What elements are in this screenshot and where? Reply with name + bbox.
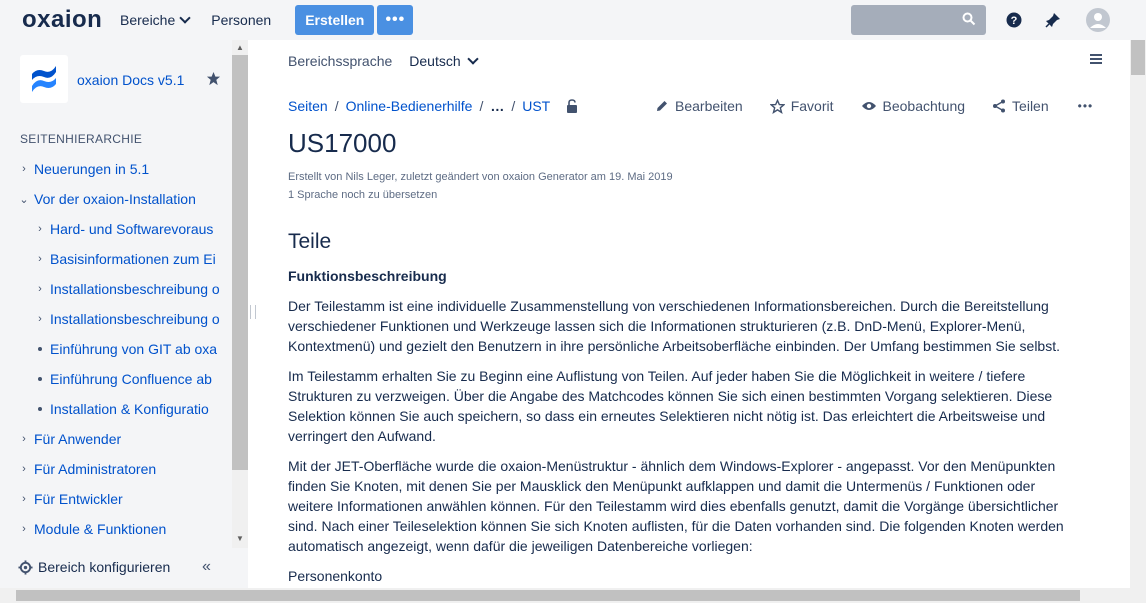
breadcrumb: Seiten / Online-Bedienerhilfe / … / UST xyxy=(288,98,578,114)
horizontal-scrollbar[interactable] xyxy=(0,588,1146,603)
page-tree-heading: SEITENHIERARCHIE xyxy=(20,132,143,146)
chevron-down-icon[interactable]: ⌄ xyxy=(19,193,29,206)
app-logo[interactable]: oxaion xyxy=(22,6,103,33)
favorite-button[interactable]: Favorit xyxy=(770,98,834,114)
paragraph: Mit der JET-Oberfläche wurde die oxaion-Menüstruktur - ähnlich dem Windows-Explorer - angepasst. Vor den Menüpunkten finden Sie Knoten, mit denen Sie per Mausklick den Menüpunkt aufklappen und damit die Untermenüs / Funktionen oder weitere Informationen anwählen können. Für den Teilestamm wird dies ebenfalls genutzt, damit die Vorgänge übersichtlicher sind. Nach einer Teileselektion können Sie sich Knoten auflisten, für die Daten vorhanden sind. Die folgenden Knoten werden automatisch angezeigt, wenn dafür die jeweiligen Datenbereiche vorliegen: xyxy=(288,458,1064,554)
edit-button[interactable]: Bearbeiten xyxy=(655,98,743,114)
language-value[interactable]: Deutsch xyxy=(409,53,461,69)
sidebar-scrollbar-thumb[interactable] xyxy=(232,55,248,470)
chevron-right-icon[interactable]: › xyxy=(22,493,26,505)
page-actions xyxy=(655,98,1120,114)
horizontal-scrollbar-thumb[interactable] xyxy=(16,590,1080,601)
tree-item[interactable]: › Für Anwender xyxy=(0,424,232,454)
language-selector[interactable] xyxy=(288,53,477,69)
svg-text:?: ? xyxy=(1010,15,1018,27)
create-more-button[interactable]: ••• xyxy=(377,5,413,35)
subsection-heading: Funktionsbeschreibung xyxy=(288,268,447,284)
page-title: US17000 xyxy=(288,128,397,158)
space-name-link[interactable]: oxaion Docs v5.1 xyxy=(77,72,185,88)
chevron-down-icon xyxy=(180,12,191,23)
tree-item[interactable]: › Installationsbeschreibung o xyxy=(0,304,232,334)
sidebar-resize-handle[interactable] xyxy=(250,305,256,319)
tree-item[interactable]: › Neuerungen in 5.1 xyxy=(0,154,232,184)
chevron-right-icon[interactable]: › xyxy=(38,223,42,235)
page-metadata xyxy=(288,168,673,204)
translation-status[interactable]: 1 Sprache noch zu übersetzen xyxy=(288,189,438,201)
unlock-icon[interactable] xyxy=(566,99,578,113)
tree-item[interactable]: › Installationsbeschreibung o xyxy=(0,274,232,304)
pencil-icon xyxy=(655,99,669,113)
scroll-up-icon[interactable]: ▲ xyxy=(236,43,244,52)
eye-icon xyxy=(861,100,877,112)
watch-button[interactable]: Beobachtung xyxy=(861,98,966,114)
menu-icon[interactable] xyxy=(1090,54,1102,64)
bullet-icon xyxy=(38,407,42,411)
page-scrollbar[interactable] xyxy=(1130,40,1146,588)
chevron-right-icon[interactable]: › xyxy=(38,253,42,265)
space-logo[interactable] xyxy=(20,55,68,103)
search-input[interactable] xyxy=(851,5,986,35)
search-icon xyxy=(962,12,976,31)
nav-people-link[interactable]: Personen xyxy=(211,12,272,28)
paragraph: Der Teilestamm ist eine individuelle Zusammenstellung von verschiedenen Informationsbereichen. Durch die Bereitstellung verschiedener Funktionen und Werkzeuge lassen sich die Informationen strukturieren (z.B. DnD-Menü, Explorer-Menü, Kontextmenü) und gezielt den Benutzern in ihre persönliche Arbeitsoberfläche einbinden. Der Umfang bestimmen Sie selbst. xyxy=(288,298,1060,354)
tree-item[interactable]: › Für Entwickler xyxy=(0,484,232,514)
nav-spaces-label: Bereiche xyxy=(120,12,176,28)
page-content xyxy=(260,40,1130,588)
tree-item[interactable]: Einführung Confluence ab xyxy=(0,364,232,394)
breadcrumb-item[interactable]: Seiten xyxy=(288,98,328,114)
tree-item[interactable]: › Module & Funktionen xyxy=(0,514,232,544)
bullet-icon xyxy=(38,347,42,351)
gear-icon xyxy=(18,560,33,575)
paragraph: Im Teilestamm erhalten Sie zu Beginn eine Auflistung von Teilen. Auf jeder haben Sie die Möglichkeit in weitere / tiefere Strukturen zu verzweigen. Über die Angabe des Matchcodes können Sie sich einen bestimmten Vorgang selektieren. Diese Selektion können Sie auch speichern, so dass ein erneutes Selektieren nicht nötig ist. Das erleichtert die Arbeitsweise und verringert den Aufwand. xyxy=(288,368,1053,444)
configure-space-button[interactable] xyxy=(18,559,170,575)
more-actions-button[interactable]: ••• xyxy=(1077,99,1094,113)
chevron-right-icon[interactable]: › xyxy=(22,163,26,175)
scroll-down-icon[interactable]: ▼ xyxy=(236,534,244,543)
tree-item[interactable]: › Basisinformationen zum Ei xyxy=(0,244,232,274)
avatar[interactable] xyxy=(1085,7,1111,33)
nav-spaces-dropdown[interactable] xyxy=(120,12,189,28)
star-icon[interactable] xyxy=(206,71,221,91)
share-button[interactable]: Teilen xyxy=(992,98,1049,114)
page-scrollbar-thumb[interactable] xyxy=(1131,40,1145,75)
share-icon xyxy=(992,99,1006,113)
section-heading: Teile xyxy=(288,230,332,253)
page-byline: Erstellt von Nils Leger, zuletzt geändert von oxaion Generator am 19. Mai 2019 xyxy=(288,171,673,183)
tree-item[interactable]: Einführung von GIT ab oxa xyxy=(0,334,232,364)
configure-space-label: Bereich konfigurieren xyxy=(38,559,171,575)
chevron-right-icon[interactable]: › xyxy=(22,433,26,445)
chevron-right-icon[interactable]: › xyxy=(22,523,26,535)
create-button[interactable]: Erstellen xyxy=(295,5,374,35)
page-tree xyxy=(0,154,232,544)
tree-item[interactable]: › Für Administratoren xyxy=(0,454,232,484)
star-outline-icon xyxy=(770,99,785,114)
tree-item[interactable]: › Hard- und Softwarevoraus xyxy=(0,214,232,244)
bullet-icon xyxy=(38,377,42,381)
sidebar xyxy=(0,40,248,588)
notifications-icon[interactable] xyxy=(1043,10,1063,30)
sidebar-scrollbar[interactable] xyxy=(232,40,248,548)
chevron-right-icon[interactable]: › xyxy=(38,283,42,295)
collapse-sidebar-button[interactable]: « xyxy=(202,558,211,575)
breadcrumb-ellipsis[interactable]: … xyxy=(490,98,505,114)
paragraph: Personenkonto xyxy=(288,568,383,584)
help-icon[interactable] xyxy=(1004,10,1024,30)
tree-item[interactable]: ⌄ Vor der oxaion-Installation xyxy=(0,184,232,214)
chevron-down-icon xyxy=(467,53,478,64)
chevron-right-icon[interactable]: › xyxy=(22,463,26,475)
language-label: Bereichssprache xyxy=(288,53,393,69)
breadcrumb-item[interactable]: UST xyxy=(522,98,551,114)
chevron-right-icon[interactable]: › xyxy=(38,313,42,325)
breadcrumb-item[interactable]: Online-Bedienerhilfe xyxy=(345,98,473,114)
tree-item[interactable]: Installation & Konfiguratio xyxy=(0,394,232,424)
